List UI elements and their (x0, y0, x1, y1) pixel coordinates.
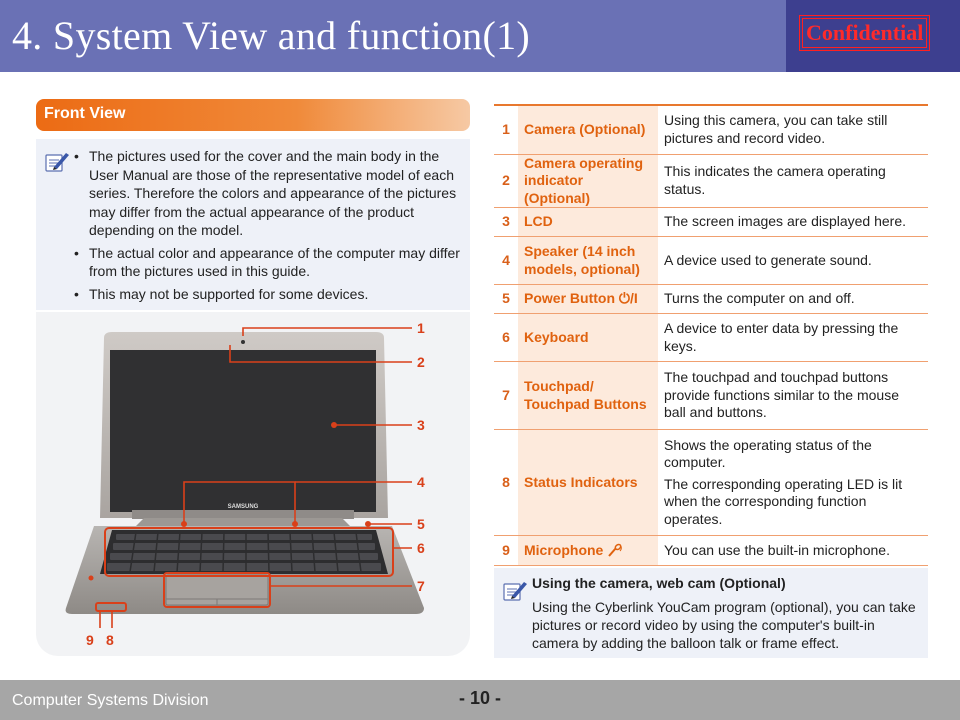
row-component: Camera (Optional) (518, 105, 658, 154)
camera-lens (241, 340, 245, 344)
footer-bar (0, 680, 960, 720)
front-view-title: Front View (44, 105, 126, 122)
row-component: Keyboard (518, 314, 658, 362)
table-row (494, 237, 928, 285)
camera-note-text: Using the Cyberlink YouCam program (optional), you can take pictures or record video by using the computer's built-in camera by adding the balloon talk or frame effect. (532, 599, 916, 651)
page-number: - 10 - (458, 688, 501, 708)
table-row (494, 105, 928, 154)
row-number: 1 (494, 105, 518, 154)
row-description: The screen images are displayed here. (658, 208, 928, 237)
table-row (494, 208, 928, 237)
front-view-heading (36, 99, 470, 131)
row-description: Turns the computer on and off. (658, 285, 928, 314)
note-list (72, 147, 462, 307)
table-row (494, 285, 928, 314)
table-row (494, 536, 928, 566)
table-row (494, 430, 928, 536)
callout-1: 1 (417, 320, 425, 336)
row-component: Status Indicators (518, 430, 658, 536)
note-box (36, 139, 470, 310)
row-number: 7 (494, 362, 518, 430)
row-description: Shows the operating status of the computer. The corresponding operating LED is lit when the corresponding function operates. (658, 430, 928, 536)
row-description: A device used to generate sound. (658, 237, 928, 285)
callout-9: 9 (86, 632, 94, 648)
row-description: You can use the built-in microphone. (658, 536, 928, 566)
component-table (494, 104, 928, 566)
row-component: Touchpad/ Touchpad Buttons (518, 362, 658, 430)
callout-2: 2 (417, 354, 425, 370)
table-row (494, 154, 928, 208)
header-bar (0, 0, 960, 72)
callout-6: 6 (417, 540, 425, 556)
note-item: • The actual color and appearance of the computer may differ from the pictures used in this guide. (72, 244, 462, 281)
table-row (494, 314, 928, 362)
page-title: 4. System View and function(1) (12, 13, 531, 58)
row-number: 4 (494, 237, 518, 285)
callout-8: 8 (106, 632, 114, 648)
memo-pencil-icon (44, 149, 70, 175)
row-number: 9 (494, 536, 518, 566)
footer-division: Computer Systems Division (12, 692, 209, 709)
camera-note (494, 568, 928, 658)
row-component: Power Button ⏻/I (518, 285, 658, 314)
laptop-front-diagram (36, 312, 470, 656)
row-description: This indicates the camera operating status. (658, 154, 928, 208)
row-description: The touchpad and touchpad buttons provide functions similar to the mouse ball and buttons. (658, 362, 928, 430)
row-component: Camera operating indicator (Optional) (518, 154, 658, 208)
confidential-badge: Confidential (802, 18, 927, 48)
row-number: 3 (494, 208, 518, 237)
row-component: Speaker (14 inch models, optional) (518, 237, 658, 285)
row-number: 8 (494, 430, 518, 536)
row-component: LCD (518, 208, 658, 237)
callout-3: 3 (417, 417, 425, 433)
row-description: A device to enter data by pressing the keys. (658, 314, 928, 362)
callout-7: 7 (417, 578, 425, 594)
row-description: Using this camera, you can take still pictures and record video. (658, 105, 928, 154)
callout-5: 5 (417, 516, 425, 532)
row-number: 6 (494, 314, 518, 362)
row-component: Microphone (518, 536, 658, 566)
row-number: 2 (494, 154, 518, 208)
note-item: • This may not be supported for some devices. (72, 285, 462, 304)
microphone-icon (607, 543, 623, 557)
callout-4: 4 (417, 474, 425, 490)
confidential-block (786, 0, 960, 72)
table-row (494, 362, 928, 430)
brand-logo: SAMSUNG (227, 504, 259, 510)
note-item: • The pictures used for the cover and the main body in the User Manual are those of the representative model of each series. Therefore the colors and appearance of the pictures may differ from the actual appearance of the product depending on the model. (72, 147, 462, 240)
memo-pencil-icon (502, 578, 528, 604)
row-number: 5 (494, 285, 518, 314)
camera-note-title: Using the camera, web cam (Optional) (532, 575, 786, 591)
